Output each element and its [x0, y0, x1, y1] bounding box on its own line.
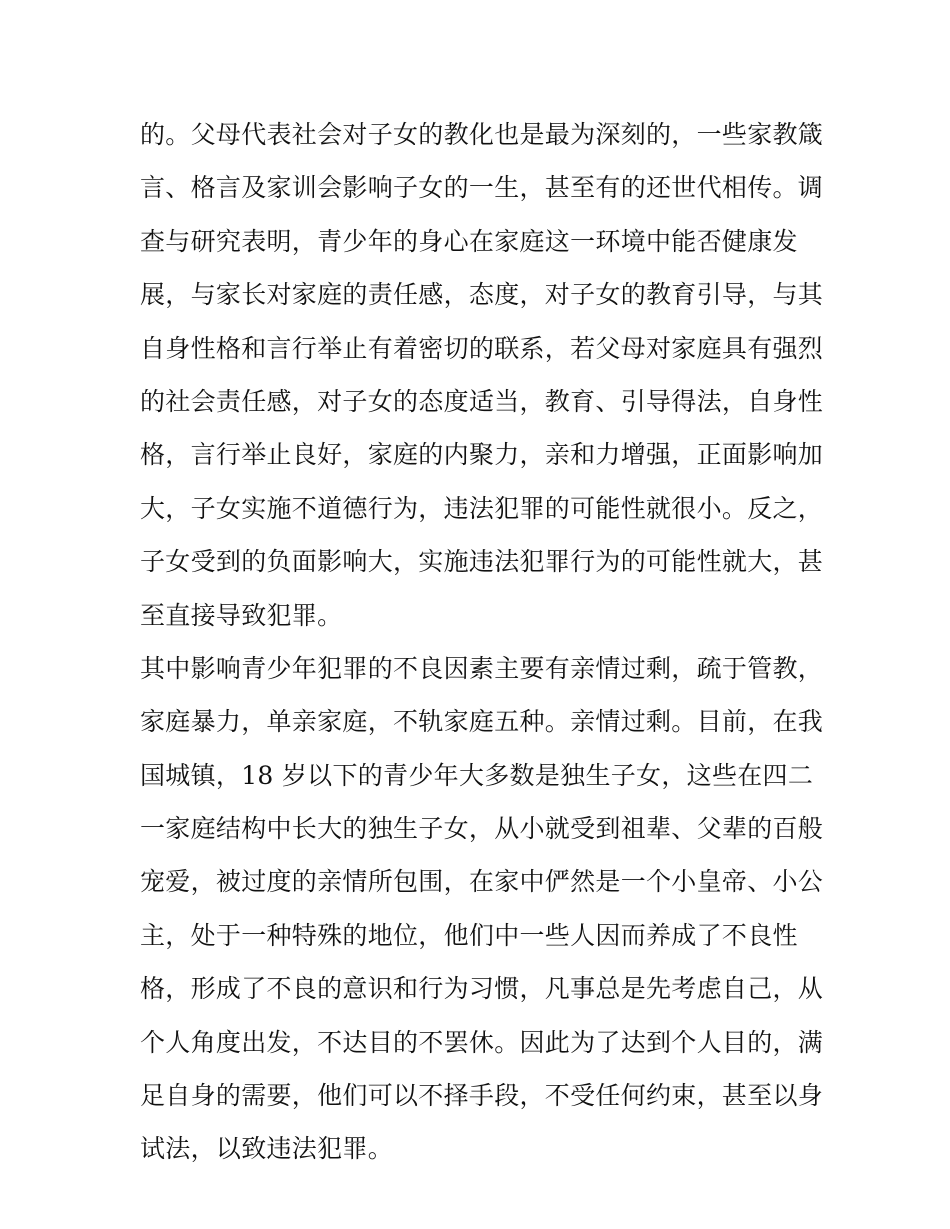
- text-line: 一家庭结构中长大的独生子女，从小就受到祖辈、父辈的百般: [140, 814, 824, 844]
- text-line: 家庭暴力，单亲家庭，不轨家庭五种。亲情过剩。目前，在我: [140, 707, 824, 737]
- text-line: 格，形成了不良的意识和行为习惯，凡事总是先考虑自己，从: [140, 974, 824, 1004]
- text-line: 展，与家长对家庭的责任感，态度，对子女的教育引导，与其: [140, 280, 824, 310]
- text-line: 子女受到的负面影响大，实施违法犯罪行为的可能性就大，甚: [140, 547, 824, 577]
- text-line: 主，处于一种特殊的地位，他们中一些人因而养成了不良性: [140, 920, 798, 950]
- text-line: 查与研究表明，青少年的身心在家庭这一环境中能否健康发: [140, 226, 798, 256]
- text-line: 的。父母代表社会对子女的教化也是最为深刻的，一些家教箴: [140, 120, 824, 149]
- text-line: 个人角度出发，不达目的不罢休。因此为了达到个人目的，满: [140, 1027, 824, 1057]
- text-line: 言、格言及家训会影响子女的一生，甚至有的还世代相传。调: [140, 173, 824, 203]
- text-line: 至直接导致犯罪。: [140, 600, 343, 630]
- text-line: 的社会责任感，对子女的态度适当，教育、引导得法，自身性: [140, 386, 824, 416]
- text-line: 格，言行举止良好，家庭的内聚力，亲和力增强，正面影响加: [140, 440, 824, 470]
- body-text: [140, 108, 824, 1176]
- text-line: 国城镇，18 岁以下的青少年大多数是独生子女，这些在四二: [140, 760, 814, 790]
- text-line: 试法，以致违法犯罪。: [140, 1134, 394, 1164]
- text-line: 其中影响青少年犯罪的不良因素主要有亲情过剩，疏于管教，: [140, 653, 824, 683]
- text-line: 足自身的需要，他们可以不择手段，不受任何约束，甚至以身: [140, 1081, 824, 1111]
- text-line: 自身性格和言行举止有着密切的联系，若父母对家庭具有强烈: [140, 333, 824, 363]
- text-line: 宠爱，被过度的亲情所包围，在家中俨然是一个小皇帝、小公: [140, 867, 824, 897]
- text-line: 大，子女实施不道德行为，违法犯罪的可能性就很小。反之，: [140, 493, 824, 523]
